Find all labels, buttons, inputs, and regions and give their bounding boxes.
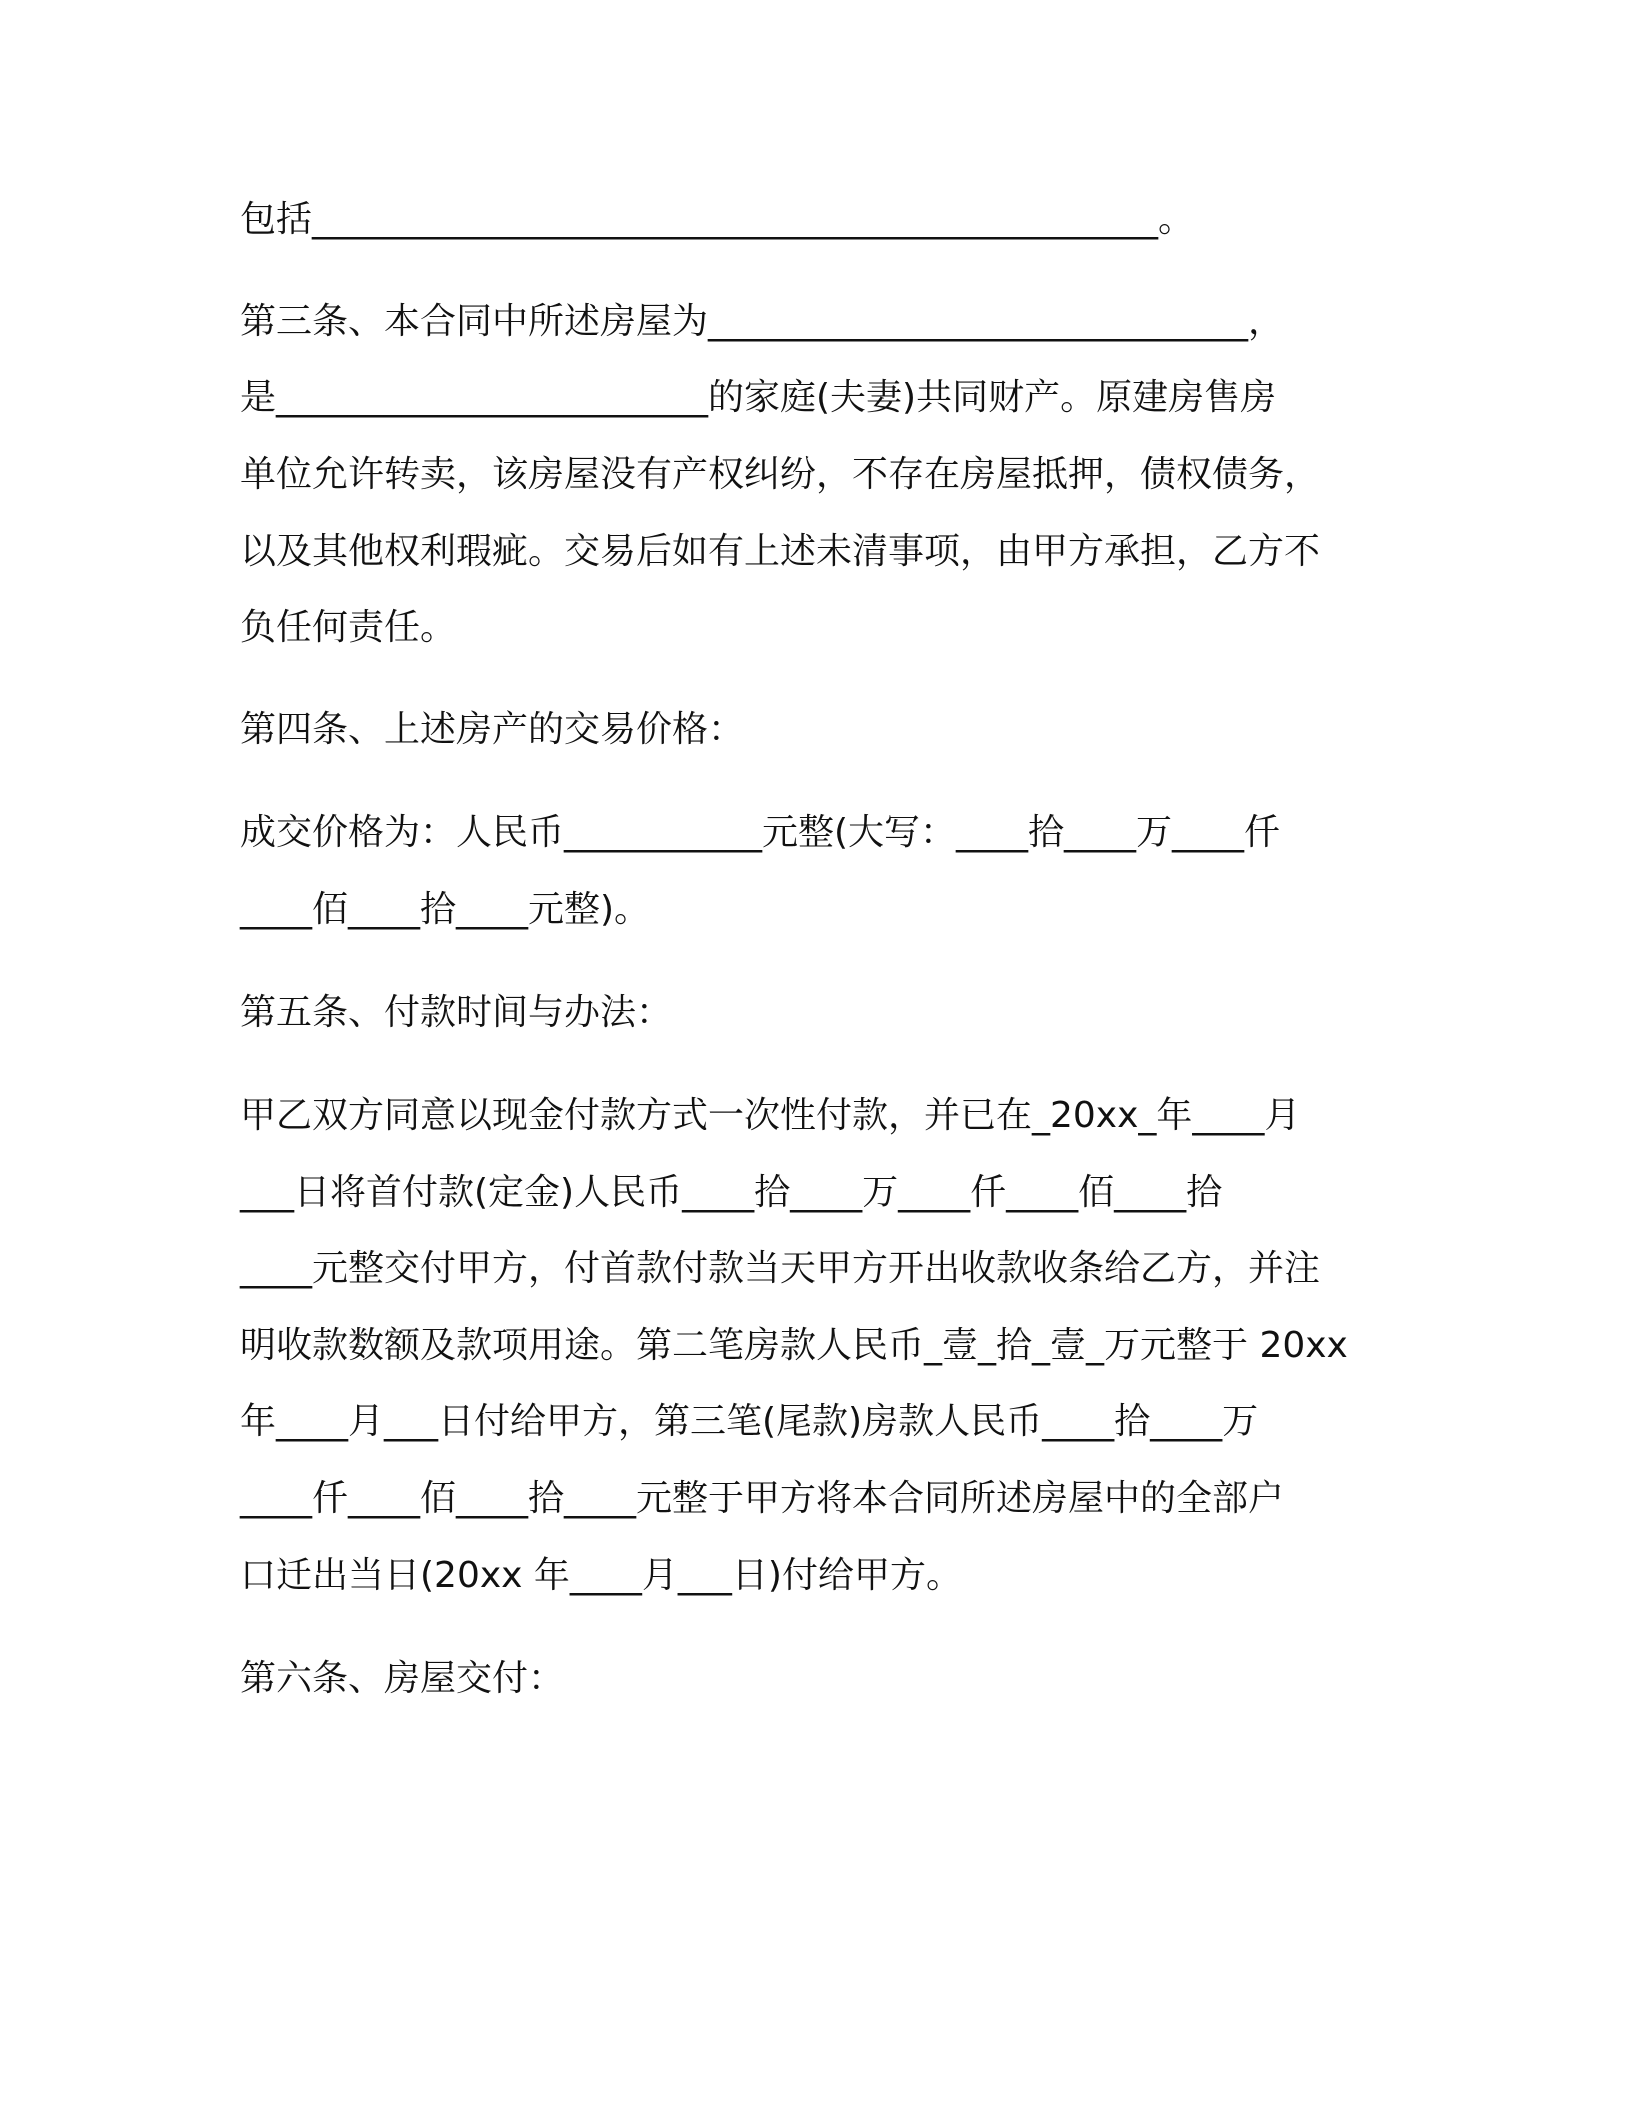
- text-line: 成交价格为：人民币___________元整(大写：____拾____万____仟: [240, 812, 1281, 853]
- text-line: 以及其他权利瑕疵。交易后如有上述未清事项，由甲方承担，乙方不: [240, 531, 1321, 572]
- article-5-heading: 第五条、付款时间与办法：: [240, 992, 673, 1033]
- article-3-heading: 第三条、本合同中所述房屋为______________________________，: [240, 301, 1285, 342]
- text-line: ____佰____拾____元整)。: [240, 889, 651, 930]
- text-line: 是________________________的家庭(夫妻)共同财产。原建房售房: [240, 377, 1277, 418]
- text-line: ___日将首付款(定金)人民币____拾____万____仟____佰____拾: [240, 1172, 1223, 1213]
- text-line: 甲乙双方同意以现金付款方式一次性付款，并已在_20xx_年____月: [240, 1095, 1301, 1136]
- text-line: 口迁出当日(20xx 年____月___日)付给甲方。: [240, 1555, 962, 1596]
- text-line: 负任何责任。: [240, 607, 457, 648]
- article-6-heading: 第六条、房屋交付：: [240, 1658, 565, 1699]
- text-line: 年____月___日付给甲方，第三笔(尾款)房款人民币____拾____万: [240, 1401, 1259, 1442]
- text-line: 单位允许转卖，该房屋没有产权纠纷，不存在房屋抵押，债权债务，: [240, 454, 1321, 495]
- text-line: ____元整交付甲方，付首款付款当天甲方开出收款收条给乙方，并注: [240, 1248, 1321, 1289]
- text-line: ____仟____佰____拾____元整于甲方将本合同所述房屋中的全部户: [240, 1478, 1285, 1519]
- article-4-heading: 第四条、上述房产的交易价格：: [240, 709, 745, 750]
- text-line: 包括_______________________________________________。: [240, 199, 1194, 240]
- text-line: 明收款数额及款项用途。第二笔房款人民币_壹_拾_壹_万元整于 20xx: [240, 1325, 1348, 1366]
